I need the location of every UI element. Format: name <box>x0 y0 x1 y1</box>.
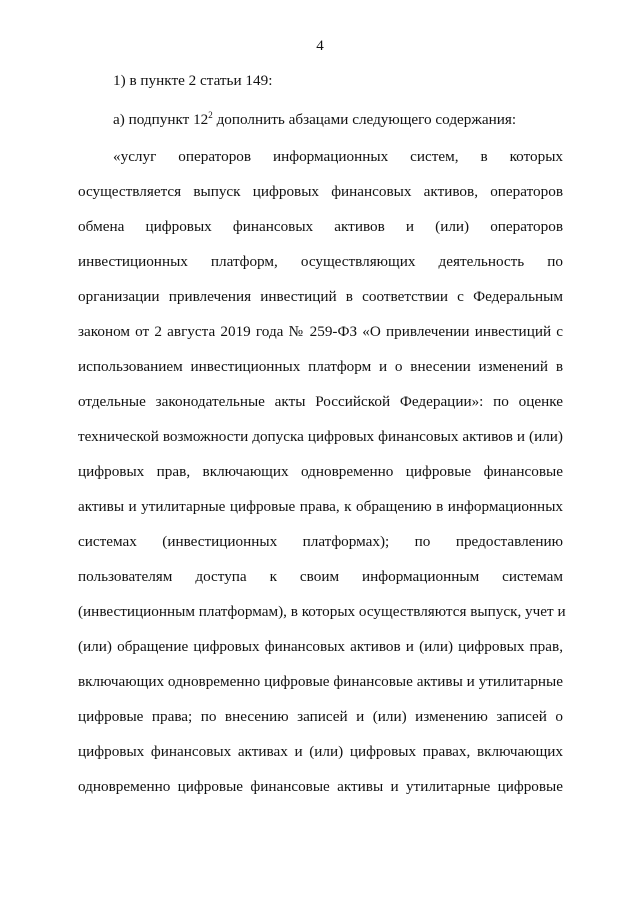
item-a-superscript: 2 <box>208 110 213 120</box>
item-a-text <box>113 110 563 130</box>
body-line: цифровых финансовых активах и (или) цифровых правах, включающих <box>78 743 563 760</box>
body-line: включающих одновременно цифровые финансовые активы и утилитарные <box>78 673 563 690</box>
body-line: инвестиционных платформ, осуществляющих деятельность по <box>78 253 563 270</box>
body-line: (инвестиционным платформам), в которых осуществляются выпуск, учет и <box>78 603 566 620</box>
body-line: «услуг операторов информационных систем, в которых <box>113 148 563 165</box>
body-line: осуществляется выпуск цифровых финансовых активов, операторов <box>78 183 563 200</box>
body-line: организации привлечения инвестиций в соответствии с Федеральным <box>78 288 563 305</box>
body-line: (или) обращение цифровых финансовых активов и (или) цифровых прав, <box>78 638 563 655</box>
body-line: обмена цифровых финансовых активов и (или) операторов <box>78 218 563 235</box>
body-line: системах (инвестиционных платформах); по предоставлению <box>78 533 563 550</box>
body-line: технической возможности допуска цифровых финансовых активов и (или) <box>78 428 563 445</box>
body-line: законом от 2 августа 2019 года № 259-ФЗ «О привлечении инвестиций с <box>78 323 563 340</box>
body-line: одновременно цифровые финансовые активы и утилитарные цифровые <box>78 778 563 795</box>
body-line: использованием инвестиционных платформ и о внесении изменений в <box>78 358 563 375</box>
item-a-text-after: дополнить абзацами следующего содержания: <box>212 111 517 128</box>
body-line: пользователям доступа к своим информационным системам <box>78 568 563 585</box>
page-number: 4 <box>316 38 324 54</box>
body-line: отдельные законодательные акты Российской Федерации»: по оценке <box>78 393 563 410</box>
body-line: активы и утилитарные цифровые права, к обращению в информационных <box>78 498 563 515</box>
item-1-text: 1) в пункте 2 статьи 149: <box>113 72 273 89</box>
body-line: цифровых прав, включающих одновременно цифровые финансовые <box>78 463 563 480</box>
item-a-text-before: а) подпункт 12 <box>113 111 209 128</box>
body-line: цифровые права; по внесению записей и (или) изменению записей о <box>78 708 563 725</box>
